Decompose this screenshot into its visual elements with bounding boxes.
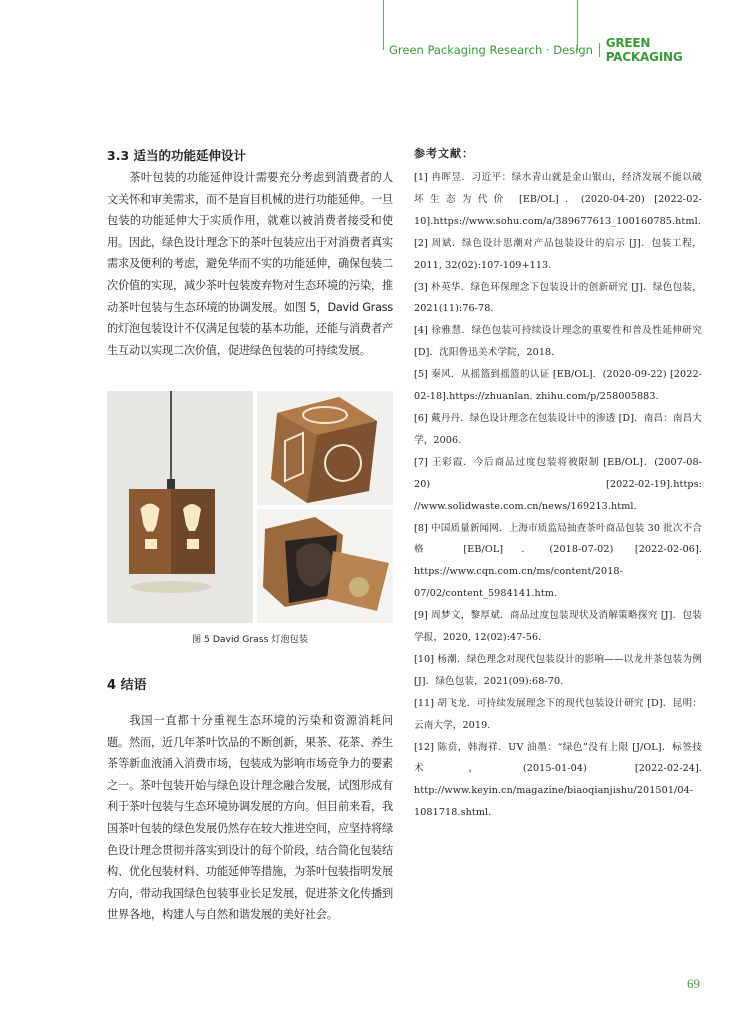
journal-section-label: Green Packaging Research · Design [389, 43, 593, 57]
reference-item: [12] 陈贲，韩海祥．UV 油墨：“绿色”没有上限 [J/OL]．标签技术，(2015-01-04) [2022-02-24]. http://www.keyin.cn/magazine/biaoqianjishu/201501/04-1081718.shtml. [414, 741, 702, 819]
reference-item: [11] 胡飞龙．可持续发展理念下的现代包装设计研究 [D]．昆明：云南大学，2019. [414, 697, 702, 731]
reference-item: [9] 周梦文，黎厚斌．商品过度包装现状及消解策略探究 [J]．包装学报，2020, 12(02):47-56. [414, 610, 702, 644]
reference-item: [7] 王彩霞．今后商品过度包装将被限制 [EB/OL]．(2007-08-20) [2022-02-19].https: //www.solidwaste.com.cn/news/169213.html. [414, 456, 702, 512]
section-4 [107, 674, 393, 926]
reference-item: [3] 朴英华．绿色环保理念下包装设计的创新研究 [J]．绿色包装，2021(11):76-78. [414, 281, 702, 315]
reference-item: [2] 周斌．绿色设计思潮对产品包装设计的启示 [J]．包装工程，2011, 32(02):107-109+113. [414, 237, 702, 271]
reference-item: [6] 戴丹丹．绿色设计理念在包装设计中的渗透 [D]．南昌：南昌大学，2006. [414, 412, 702, 446]
header-rule-left [383, 0, 384, 50]
page-number: 69 [687, 976, 700, 991]
reference-item: [10] 杨潮．绿色理念对现代包装设计的影响——以龙井茶包装为例 [J]．绿色包装，2021(09):68-70. [414, 653, 702, 687]
running-header [389, 36, 700, 64]
lamp-packaging-photo [107, 391, 393, 623]
reference-item: [4] 徐雅慧．绿色包装可持续设计理念的重要性和普及性延伸研究 [D]．沈阳鲁迅美术学院，2018. [414, 325, 702, 359]
journal-brand: GREEN PACKAGING [605, 36, 683, 64]
section-3-3-body: 茶叶包装的功能延伸设计需要充分考虑到消费者的人文关怀和审美需求，而不是盲目机械的进行功能延伸。一旦包装的功能延伸大于实质作用，就难以被消费者接受和使用。因此，绿色设计理念下的茶叶包装应出于对消费者真实需求及便利的考虑，避免华而不实的功能延伸，确保包装二次价值的实现，减少茶叶包装废弃物对生态环境的污染，推动茶叶包装与生态环境的协调发展。如图 5，David Grass 的灯泡包装设计不仅满足包装的基本功能，还能与消费者产生互动以实现二次价值，促进绿色包装的可持续发展。 [107, 171, 393, 357]
header-separator [599, 43, 600, 57]
figure-5-image [107, 391, 393, 623]
figure-5-caption: 图 5 David Grass 灯泡包装 [191, 634, 309, 645]
section-3-3 [107, 146, 393, 361]
references-title: 参考文献： [414, 147, 474, 160]
section-4-body: 我国一直都十分重视生态环境的污染和资源消耗问题。然而，近几年茶叶饮品的不断创新，果茶、花茶、养生茶等新血液涌入消费市场，包装成为影响市场竞争力的要素之一。茶叶包装开始与绿色设计理念融合发展，试图形成有利于茶叶包装与生态环境协调发展的方向。但目前来看，我国茶叶包装的绿色发展仍然存在较大推进空间，应坚持将绿色设计理念贯彻并落实到设计的每个阶段，结合简化包装结构、优化包装材料、功能延伸等措施，为茶叶包装指明发展方向，带动我国绿色包装事业长足发展，促进茶文化传播到世界各地，构建人与自然和谐发展的美好社会。 [107, 714, 393, 922]
reference-item: [5] 秦风．从摇篮到摇篮的认证 [EB/OL]．(2020-09-22) [2022-02-18].https://zhuanlan. zhihu.com/p/258005883. [414, 369, 702, 403]
section-3-3-title: 3.3 适当的功能延伸设计 [107, 148, 246, 163]
references [414, 145, 702, 824]
reference-item: [8] 中国质量新闻网．上海市质监局抽查茶叶商品包装 30 批次不合格 [EB/OL]．(2018-07-02) [2022-02-06]. https://www.cqn.com.cn/ms/content/2018-07/02/content_5984141.htm. [414, 522, 702, 600]
section-4-title: 4 结语 [107, 678, 147, 693]
reference-item: [1] 冉晖昱．习近平：绿水青山就是金山银山，经济发展不能以破坏生态为代价 [EB/OL]．(2020-04-20) [2022-02-10].https://www.sohu.com/a/389677613_100160785.html. [414, 172, 702, 227]
